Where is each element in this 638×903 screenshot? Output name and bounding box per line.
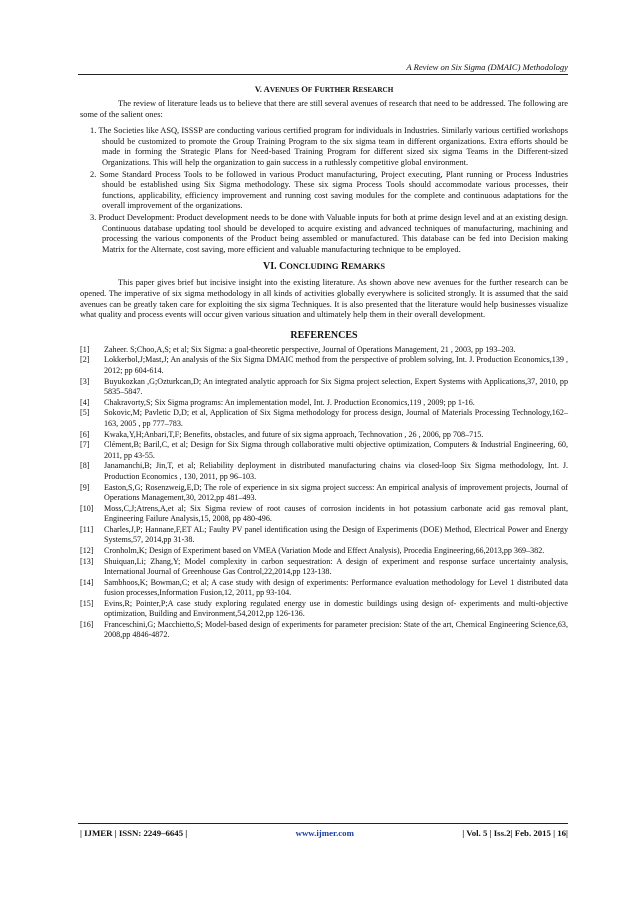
section-5-title-text: AVENUES OF FURTHER RESEARCH [263,84,394,94]
reference-item [80,620,568,641]
footer-rule [78,823,568,824]
footer-volume: | Vol. 5 | Iss.2| Feb. 2015 | 16| [462,828,568,838]
reference-number: [16] [80,619,94,629]
reference-item [80,345,568,355]
reference-number: [3] [80,376,90,386]
header-rule [78,74,568,75]
section-5-title [80,84,568,94]
page-footer [80,828,568,838]
reference-number: [8] [80,461,90,471]
reference-text: Easton,S,G; Rosenzweig,E,D; The role of experience in six sigma project success: An empirical analysis of improvement projects, Journal of Operations Management,30, 2012,pp 481–493. [104,482,568,502]
reference-item [80,430,568,440]
reference-number: [5] [80,408,90,418]
reference-item [80,398,568,408]
reference-text: Charles,J,P; Hannane,F,ET AL; Faulty PV panel identification using the Design of Experiments (DOE) Method, Electrical Power and Energy Systems,57, 2014,pp 31-38. [104,524,568,545]
reference-item [80,525,568,546]
section-5-intro: The review of literature leads us to believe that there are still several avenues of research that need to be addressed. The following are some of the salient ones: [80,99,568,119]
section-6-number: VI. [263,261,277,273]
footer-url-link[interactable]: www.ijmer.com [295,828,354,838]
avenue-item: 3. Product Development: Product development needs to be done with Valuable inputs for both at prime design level and at an existing design. Continuous database updating tool should be developed to acquire existing and advanced techniques of manufacturing, machining and processing the various components of the Product being assembled or manufactured. This database can be fed into Decision making Matrix for the Alternate, cost saving, more efficient and valuable manufacturing technique to be employed. [90,212,568,254]
reference-item [80,599,568,620]
reference-number: [15] [80,598,94,608]
avenues-list [80,126,568,255]
reference-text: Shuiquan,Li; Zhang,Y; Model complexity in carbon sequestration: A design of experiment and response surface uncertainty analysis, International Journal of Greenhouse Gas Control,22,2014,pp 123-138. [104,556,568,576]
reference-text: Moss,C,J;Atrens,A,et al; Six Sigma review of root causes of corrosion incidents in hot potassium carbonate acid gas removal plant, Engineering Failure Analysis,15, 2008, pp 480-496. [104,503,568,523]
references-title: REFERENCES [290,329,358,341]
reference-text: Sambhoos,K; Bowman,C; et al; A case study with design of experiments: Performance evaluation methodology for Level 1 distributed data fusion processes,Information Fusion,12, 2011, pp 93-104. [104,577,568,598]
footer-journal: | IJMER | ISSN: 2249–6645 | [80,828,188,838]
reference-number: [2] [80,355,90,365]
reference-item [80,578,568,599]
reference-text: Zaheer. S;Choo,A,S; et al; Six Sigma: a goal-theoretic perspective, Journal of Operations Management, 21 , 2003, pp 193–203. [104,344,516,354]
reference-number: [9] [80,482,90,492]
reference-text: Cronholm,K; Design of Experiment based on VMEA (Variation Mode and Effect Analysis), Procedia Engineering,66,2013,pp 369–382. [104,545,545,555]
page-body [80,84,568,641]
reference-item [80,355,568,376]
reference-item [80,377,568,398]
avenue-item: 1. The Societies like ASQ, ISSSP are conducting various certified program for individuals in Industries. Similarly various certified workshops should be customized to promote the Group Training Program to the six sigma team in different organizations. Extra efforts should be made in forming the Strategic Plans for Need-based Training Program for different sized six sigma Teams in the Different-sized Organizations. This will help the organization to gain success in a ruthlessly competitive global environment. [90,126,568,167]
reference-text: Buyukozkan ,G;Ozturkcan,D; An integrated analytic approach for Six Sigma project selection, Expert Systems with Applications,37, 2010, pp 5835–5847. [104,376,568,396]
section-5-number: V. [254,84,262,94]
reference-text: Janamanchi,B; Jin,T, et al; Reliability deployment in distributed manufacturing chains via closed-loop Six Sigma methodology, Int. J. Production Economics , 130, 2011, pp 96–103. [104,461,568,481]
reference-text: Kwaka,Y,H;Anbari,T,F; Benefits, obstacles, and future of six sigma approach, Technovation , 26 , 2006, pp 708–715. [104,429,484,439]
reference-number: [7] [80,440,90,450]
reference-number: [10] [80,503,94,513]
reference-text: Chakravorty,S; Six Sigma programs: An implementation model, Int. J. Production Economics,119 , 2009; pp 1-16. [104,397,475,407]
reference-item [80,483,568,504]
reference-number: [12] [80,545,94,555]
references-list [80,345,568,641]
reference-number: [11] [80,524,94,534]
section-6-title [80,261,568,272]
reference-text: Clément,B; Baril,C, et al; Design for Six Sigma through collaborative multi objective optimization, Computers & Industrial Engineering, 60, 2011, pp 43-55. [104,440,568,460]
reference-item [80,440,568,461]
section-6-body: This paper gives brief but incisive insight into the existing literature. As shown above new avenues for the further research can be opened. The imperative of six sigma methodology in all kinds of activities globally everywhere is solicited strongly. It is assumed that the said avenues can be greatly taken care for exploiting the six sigma Techniques. It is also presented that the literature would help businesses visualize what quality and process events will occur given various situation and ultimately help them in their overall development. [80,278,568,320]
running-title: A Review on Six Sigma (DMAIC) Methodology [406,62,568,72]
reference-item [80,557,568,578]
reference-number: [14] [80,577,94,587]
reference-text: Evins,R; Pointer,P;A case study exploring regulated energy use in domestic buildings using design of- experiments and multi-objective optimization, Building and Environment,54,2012,pp 126-136. [104,598,568,619]
reference-number: [13] [80,556,94,566]
reference-item [80,546,568,556]
reference-item [80,504,568,525]
reference-text: Franceschini,G; Macchietto,S; Model-based design of experiments for parameter precision: State of the art, Chemical Engineering Science,63, 2008,pp 4846-4872. [104,619,568,640]
avenue-item: 2. Some Standard Process Tools to be followed in various Product manufacturing, Project executing, Plant running or Process Industries should be established using Six Sigma methodology. These six sigma Process Tools should accommodate various processes, their functions, applicability, efficiency improvement and running cost saving modules for the complete and continuous adaptations for the overall improvement of the organizations. [90,169,568,211]
reference-number: [6] [80,429,90,439]
reference-text: Sokovic,M; Pavletic D,D; et al, Application of Six Sigma methodology for process design, Journal of Materials Processing Technology,162–163, 2005 , pp 777–783. [104,408,568,428]
reference-text: Lokkerbol,J;Mast,J; An analysis of the Six Sigma DMAIC method from the perspective of problem solving, Int. J. Production Economics,139 , 2012; pp 604-614. [104,355,568,375]
reference-item [80,461,568,482]
reference-number: [1] [80,344,90,354]
reference-number: [4] [80,397,90,407]
reference-item [80,408,568,429]
section-6-title-text: CONCLUDING REMARKS [279,261,385,273]
